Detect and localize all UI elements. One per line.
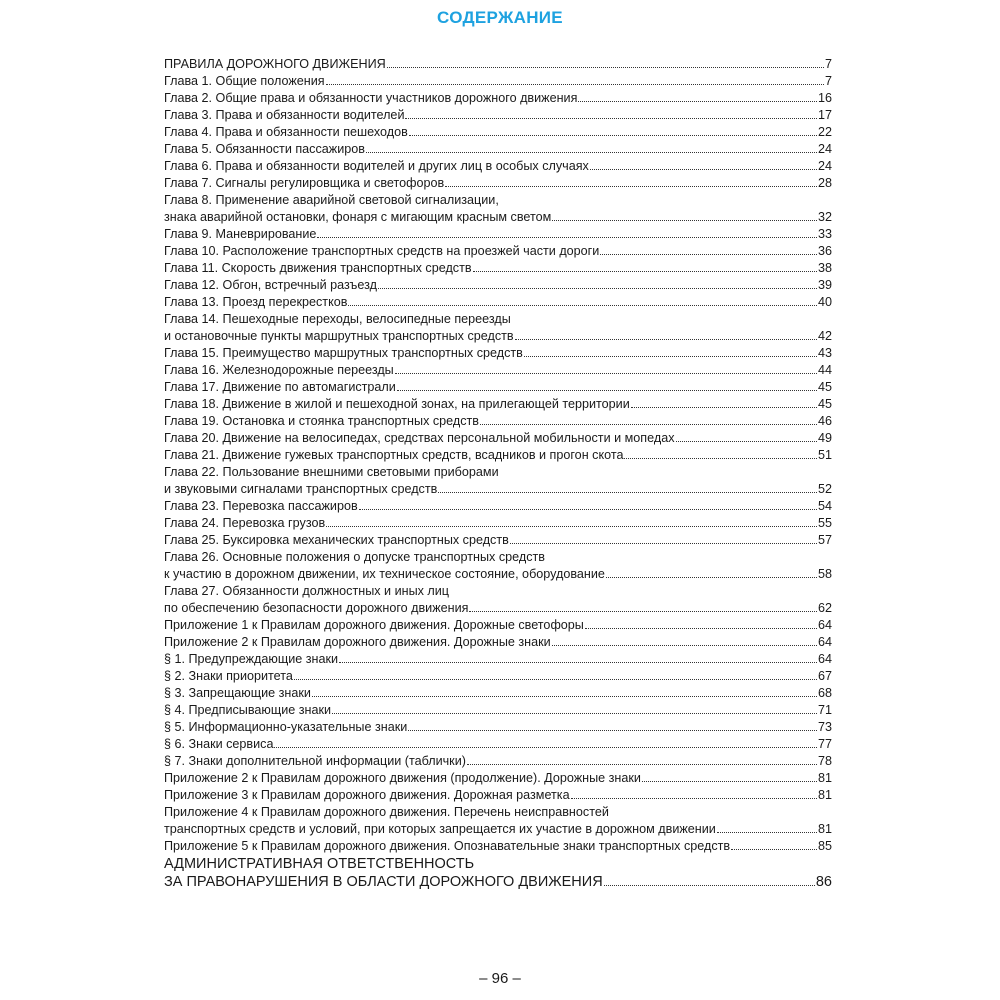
toc-entry-text: Глава 19. Остановка и стоянка транспортных средств bbox=[164, 414, 479, 428]
toc-entry-text: Приложение 2 к Правилам дорожного движения. Дорожные знаки bbox=[164, 635, 551, 649]
dot-leader bbox=[405, 107, 817, 119]
toc-entry bbox=[164, 141, 832, 158]
dot-leader bbox=[366, 141, 817, 153]
dot-leader bbox=[606, 566, 817, 578]
toc-entry bbox=[164, 277, 832, 294]
toc-entry-text: Приложение 4 к Правилам дорожного движения. Перечень неисправностей bbox=[164, 805, 609, 819]
toc-entry bbox=[164, 294, 832, 311]
toc-entry bbox=[164, 719, 832, 736]
toc-entry bbox=[164, 515, 832, 532]
toc-entry-text: § 5. Информационно-указательные знаки bbox=[164, 720, 408, 734]
toc-entry-text: Глава 1. Общие положения bbox=[164, 74, 325, 88]
dot-leader bbox=[676, 430, 817, 442]
toc-entry-text: Глава 14. Пешеходные переходы, велосипедные переезды bbox=[164, 312, 511, 326]
toc-page-number: 46 bbox=[817, 414, 832, 428]
dot-leader bbox=[348, 294, 817, 306]
toc-entry-text: знака аварийной остановки, фонаря с мигающим красным светом bbox=[164, 210, 552, 224]
toc-entry-text: Глава 24. Перевозка грузов bbox=[164, 516, 326, 530]
toc-entry-text: Глава 15. Преимущество маршрутных транспортных средств bbox=[164, 346, 523, 360]
toc-page-number: 77 bbox=[817, 737, 832, 751]
toc-page-number: 64 bbox=[817, 635, 832, 649]
dot-leader bbox=[585, 617, 817, 629]
toc-entry-text: Глава 23. Перевозка пассажиров bbox=[164, 499, 358, 513]
toc-entry bbox=[164, 226, 832, 243]
dot-leader bbox=[408, 719, 817, 731]
toc-page-number: 81 bbox=[817, 771, 832, 785]
toc-page-number: 42 bbox=[817, 329, 832, 343]
toc-page-number: 71 bbox=[817, 703, 832, 717]
dot-leader bbox=[378, 277, 817, 289]
toc-entry-text: Глава 6. Права и обязанности водителей и других лиц в особых случаях bbox=[164, 159, 589, 173]
toc-entry-text: ЗА ПРАВОНАРУШЕНИЯ В ОБЛАСТИ ДОРОЖНОГО ДВИЖЕНИЯ bbox=[164, 874, 603, 890]
toc-entry bbox=[164, 753, 832, 770]
toc-page-number: 36 bbox=[817, 244, 832, 258]
toc-page-number: 16 bbox=[817, 91, 832, 105]
toc-page-number: 24 bbox=[817, 159, 832, 173]
toc-page-number: 45 bbox=[817, 380, 832, 394]
toc-page-number: 24 bbox=[817, 142, 832, 156]
toc-entry bbox=[164, 532, 832, 549]
toc-page-number: 62 bbox=[817, 601, 832, 615]
toc-entry bbox=[164, 56, 832, 73]
toc-page-number: 78 bbox=[817, 754, 832, 768]
dot-leader bbox=[524, 345, 817, 357]
dot-leader bbox=[294, 668, 817, 680]
toc-entry-text: Приложение 3 к Правилам дорожного движения. Дорожная разметка bbox=[164, 788, 570, 802]
toc-entry bbox=[164, 379, 832, 396]
dot-leader bbox=[339, 651, 817, 663]
toc-page-number: 58 bbox=[817, 567, 832, 581]
toc-entry bbox=[164, 804, 832, 838]
toc-page-number: 81 bbox=[817, 788, 832, 802]
toc-page-number: 17 bbox=[817, 108, 832, 122]
toc-entry-text: Глава 5. Обязанности пассажиров bbox=[164, 142, 365, 156]
dot-leader bbox=[731, 838, 817, 850]
toc-entry bbox=[164, 464, 832, 498]
toc-entry bbox=[164, 413, 832, 430]
toc-entry-text: Глава 8. Применение аварийной световой сигнализации, bbox=[164, 193, 499, 207]
toc-entry bbox=[164, 90, 832, 107]
toc-entry-text: Глава 27. Обязанности должностных и иных лиц bbox=[164, 584, 450, 598]
dot-leader bbox=[395, 362, 817, 374]
toc-entry bbox=[164, 651, 832, 668]
toc-page-number: 45 bbox=[817, 397, 832, 411]
toc-entry-text: Глава 11. Скорость движения транспортных средств bbox=[164, 261, 472, 275]
toc-entry-text: Глава 17. Движение по автомагистрали bbox=[164, 380, 396, 394]
toc-entry bbox=[164, 685, 832, 702]
toc-page-number: 22 bbox=[817, 125, 832, 139]
toc-entry-text: Глава 26. Основные положения о допуске транспортных средств bbox=[164, 550, 545, 564]
toc-entry-text: Глава 2. Общие права и обязанности участников дорожного движения bbox=[164, 91, 578, 105]
toc-page-number: 86 bbox=[815, 874, 832, 890]
toc-entry-text: Глава 4. Права и обязанности пешеходов bbox=[164, 125, 408, 139]
toc-entry-text: транспортных средств и условий, при которых запрещается их участие в дорожном движении bbox=[164, 822, 716, 836]
toc-entry-text: Приложение 1 к Правилам дорожного движения. Дорожные светофоры bbox=[164, 618, 584, 632]
toc-entry bbox=[164, 175, 832, 192]
toc-entry bbox=[164, 668, 832, 685]
toc-entry-text: ПРАВИЛА ДОРОЖНОГО ДВИЖЕНИЯ bbox=[164, 57, 386, 71]
toc-page-number: 28 bbox=[817, 176, 832, 190]
dot-leader bbox=[317, 226, 817, 238]
toc-entry bbox=[164, 838, 832, 855]
toc-entry bbox=[164, 702, 832, 719]
toc-entry bbox=[164, 770, 832, 787]
toc-page-number: 7 bbox=[824, 57, 832, 71]
dot-leader bbox=[387, 56, 824, 68]
toc-entry-text: Глава 10. Расположение транспортных средств на проезжей части дороги bbox=[164, 244, 600, 258]
dot-leader bbox=[552, 209, 817, 221]
dot-leader bbox=[604, 874, 815, 886]
dot-leader bbox=[473, 260, 817, 272]
toc-page-number: 7 bbox=[824, 74, 832, 88]
toc-entry bbox=[164, 787, 832, 804]
toc-entry-text: Глава 13. Проезд перекрестков bbox=[164, 295, 348, 309]
toc-entry-text: Глава 12. Обгон, встречный разъезд bbox=[164, 278, 377, 292]
toc-page-number: 55 bbox=[817, 516, 832, 530]
toc-entry bbox=[164, 311, 832, 345]
toc-entry-text: Глава 21. Движение гужевых транспортных средств, всадников и прогон скота bbox=[164, 448, 624, 462]
toc-entry bbox=[164, 243, 832, 260]
dot-leader bbox=[590, 158, 817, 170]
toc-page-number: 85 bbox=[817, 839, 832, 853]
toc-entry-text: АДМИНИСТРАТИВНАЯ ОТВЕТСТВЕННОСТЬ bbox=[164, 856, 475, 872]
toc-entry-text: и звуковыми сигналами транспортных средств bbox=[164, 482, 438, 496]
dot-leader bbox=[326, 73, 824, 85]
dot-leader bbox=[515, 328, 817, 340]
toc-page-number: 33 bbox=[817, 227, 832, 241]
dot-leader bbox=[469, 600, 817, 612]
toc-entry bbox=[164, 73, 832, 90]
dot-leader bbox=[510, 532, 817, 544]
toc-entry-text: к участию в дорожном движении, их техническое состояние, оборудование bbox=[164, 567, 605, 581]
toc-entry-text: Глава 25. Буксировка механических транспортных средств bbox=[164, 533, 509, 547]
toc-page-number: 73 bbox=[817, 720, 832, 734]
dot-leader bbox=[631, 396, 817, 408]
toc-entry bbox=[164, 124, 832, 141]
dot-leader bbox=[312, 685, 817, 697]
toc-entry bbox=[164, 498, 832, 515]
toc-entry-text: § 1. Предупреждающие знаки bbox=[164, 652, 339, 666]
toc-page-number: 44 bbox=[817, 363, 832, 377]
dot-leader bbox=[642, 770, 817, 782]
toc-entry-text: Глава 22. Пользование внешними световыми приборами bbox=[164, 465, 499, 479]
dot-leader bbox=[326, 515, 817, 527]
toc-entry bbox=[164, 736, 832, 753]
toc-entry bbox=[164, 617, 832, 634]
dot-leader bbox=[480, 413, 817, 425]
dot-leader bbox=[445, 175, 817, 187]
toc-page-number: 68 bbox=[817, 686, 832, 700]
toc-entry bbox=[164, 855, 832, 891]
toc-page-number: 32 bbox=[817, 210, 832, 224]
toc-page-number: 38 bbox=[817, 261, 832, 275]
toc-page-number: 49 bbox=[817, 431, 832, 445]
toc-page-number: 57 bbox=[817, 533, 832, 547]
toc-entry-text: § 7. Знаки дополнительной информации (таблички) bbox=[164, 754, 466, 768]
dot-leader bbox=[717, 821, 817, 833]
dot-leader bbox=[359, 498, 817, 510]
toc-page-number: 64 bbox=[817, 618, 832, 632]
dot-leader bbox=[397, 379, 817, 391]
toc-page-number: 39 bbox=[817, 278, 832, 292]
dot-leader bbox=[332, 702, 817, 714]
toc-entry bbox=[164, 345, 832, 362]
toc-entry-text: § 2. Знаки приоритета bbox=[164, 669, 293, 683]
toc-page-number: 43 bbox=[817, 346, 832, 360]
dot-leader bbox=[467, 753, 817, 765]
toc-entry-text: Глава 3. Права и обязанности водителей bbox=[164, 108, 405, 122]
toc-page-number: 81 bbox=[817, 822, 832, 836]
toc-entry bbox=[164, 396, 832, 413]
dot-leader bbox=[600, 243, 817, 255]
toc-entry bbox=[164, 447, 832, 464]
dot-leader bbox=[571, 787, 817, 799]
toc-entry bbox=[164, 107, 832, 124]
toc-page-number: 51 bbox=[817, 448, 832, 462]
page-number: – 96 – bbox=[479, 970, 521, 987]
page-title: СОДЕРЖАНИЕ bbox=[437, 8, 563, 27]
toc-entry bbox=[164, 549, 832, 583]
toc-page-number: 52 bbox=[817, 482, 832, 496]
toc-entry-text: § 3. Запрещающие знаки bbox=[164, 686, 311, 700]
toc-entry-text: и остановочные пункты маршрутных транспортных средств bbox=[164, 329, 514, 343]
toc-page-number: 67 bbox=[817, 669, 832, 683]
toc-entry-text: Глава 7. Сигналы регулировщика и светофоров bbox=[164, 176, 445, 190]
toc-entry-text: Глава 20. Движение на велосипедах, средствах персональной мобильности и мопедах bbox=[164, 431, 675, 445]
toc-page-number: 40 bbox=[817, 295, 832, 309]
toc-entry bbox=[164, 583, 832, 617]
toc-page-number: 64 bbox=[817, 652, 832, 666]
dot-leader bbox=[438, 481, 817, 493]
toc-page-number: 54 bbox=[817, 499, 832, 513]
toc-entry-text: Приложение 5 к Правилам дорожного движения. Опознавательные знаки транспортных средств bbox=[164, 839, 731, 853]
toc-entry-text: Приложение 2 к Правилам дорожного движения (продолжение). Дорожные знаки bbox=[164, 771, 641, 785]
toc-entry bbox=[164, 158, 832, 175]
toc-entry-text: по обеспечению безопасности дорожного движения bbox=[164, 601, 469, 615]
dot-leader bbox=[552, 634, 817, 646]
toc-entry bbox=[164, 362, 832, 379]
toc-entry bbox=[164, 430, 832, 447]
toc-entry-text: Глава 9. Маневрирование bbox=[164, 227, 317, 241]
toc-entry bbox=[164, 260, 832, 277]
toc-entry bbox=[164, 634, 832, 651]
dot-leader bbox=[274, 736, 817, 748]
toc-entry bbox=[164, 192, 832, 226]
table-of-contents bbox=[164, 56, 832, 891]
toc-entry-text: Глава 16. Железнодорожные переезды bbox=[164, 363, 394, 377]
toc-entry-text: § 4. Предписывающие знаки bbox=[164, 703, 332, 717]
dot-leader bbox=[409, 124, 817, 136]
dot-leader bbox=[624, 447, 817, 459]
toc-entry-text: Глава 18. Движение в жилой и пешеходной зонах, на прилегающей территории bbox=[164, 397, 630, 411]
dot-leader bbox=[578, 90, 817, 102]
toc-entry-text: § 6. Знаки сервиса bbox=[164, 737, 274, 751]
